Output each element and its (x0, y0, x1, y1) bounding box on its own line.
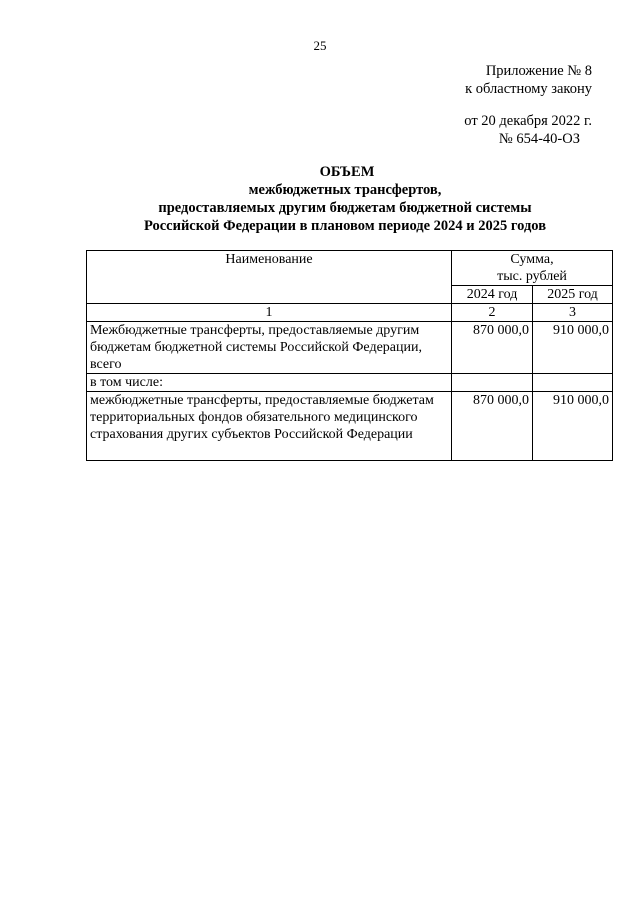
table-row (87, 392, 613, 461)
row-value-2025: 910 000,0 (533, 322, 613, 374)
row-name: Межбюджетные трансферты, предоставляемые другим бюджетам бюджетной системы Российской Федерации, всего (87, 322, 452, 374)
header-year-2024: 2024 год (452, 286, 533, 304)
appendix-title: Приложение № 8 (485, 63, 592, 79)
row-value-2025 (533, 374, 613, 392)
column-number: 1 (87, 304, 452, 322)
column-number: 3 (533, 304, 613, 322)
row-value-2024: 870 000,0 (452, 322, 533, 374)
appendix-block (464, 62, 592, 148)
transfers-table (86, 250, 613, 461)
table-header-row (87, 251, 613, 286)
header-name: Наименование (87, 251, 452, 304)
header-sum-label: Сумма, (510, 252, 554, 267)
table-row (87, 322, 613, 374)
row-name: в том числе: (87, 374, 452, 392)
row-name: межбюджетные трансферты, предоставляемые бюджетам территориальных фондов обязательного медицинского страхования других субъектов Российской Федерации (87, 392, 452, 461)
header-sum-unit: тыс. рублей (497, 269, 567, 284)
row-value-2024: 870 000,0 (452, 392, 533, 461)
row-value-2024 (452, 374, 533, 392)
row-value-2025: 910 000,0 (533, 392, 613, 461)
title-main: ОБЪЕМ (319, 164, 375, 180)
appendix-law-reference: к областному закону (465, 81, 592, 97)
appendix-law-number: № 654-40-ОЗ (498, 131, 580, 147)
column-number: 2 (452, 304, 533, 322)
header-year-2025: 2025 год (533, 286, 613, 304)
document-title (0, 163, 640, 235)
title-line-4: Российской Федерации в плановом периоде 2024 и 2025 годов (143, 218, 547, 234)
table-row (87, 374, 613, 392)
column-number-row (87, 304, 613, 322)
header-sum (452, 251, 613, 286)
title-line-3: предоставляемых другим бюджетам бюджетной системы (158, 200, 532, 216)
page-number: 25 (313, 38, 327, 53)
title-line-2: межбюджетных трансфертов, (248, 182, 442, 198)
appendix-date: от 20 декабря 2022 г. (464, 113, 592, 129)
